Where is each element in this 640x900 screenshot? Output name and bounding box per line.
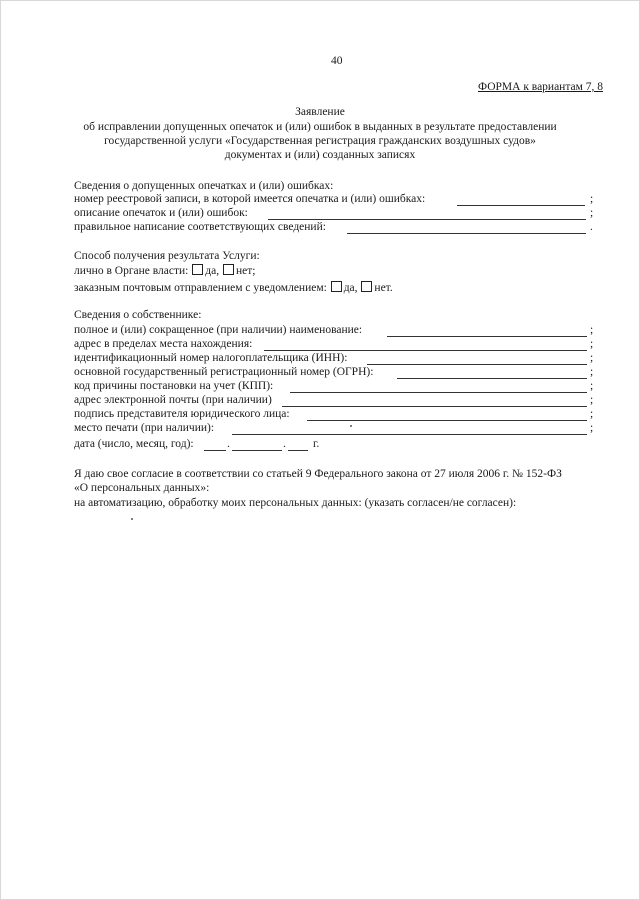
input-date-month[interactable] <box>232 450 282 451</box>
consent-line-2: «О персональных данных»: <box>74 482 210 494</box>
scan-speck <box>350 425 352 427</box>
input-representative-signature[interactable] <box>307 420 587 421</box>
input-email[interactable] <box>282 406 587 407</box>
receipt-by-mail-row <box>74 281 393 295</box>
receipt-by-mail-label: заказным почтовым отправлением с уведомлением: <box>74 282 327 294</box>
field-end-correct-spelling: . <box>590 221 593 233</box>
in-person-no-label: нет; <box>235 265 256 277</box>
field-end-owner-name: ; <box>590 324 594 336</box>
checkbox-by-mail-yes[interactable] <box>331 281 342 292</box>
input-correct-spelling[interactable] <box>347 233 586 234</box>
input-ogrn[interactable] <box>397 378 587 379</box>
in-person-yes-label: да, <box>205 265 220 277</box>
field-end-kpp: ; <box>590 380 594 392</box>
title-line-1: об исправлении допущенных опечаток и (или) ошибок в выданных в результате предоставлении <box>83 121 557 133</box>
checkbox-in-person-no[interactable] <box>223 264 234 275</box>
field-end-record-number: ; <box>590 193 594 205</box>
page-number: 40 <box>331 55 343 67</box>
consent-line-1: Я даю свое согласие в соответствии со статьей 9 Федерального закона от 27 июля 2006 г. № 152-ФЗ <box>74 468 562 480</box>
field-label-date: дата (число, месяц, год): <box>74 438 194 450</box>
consent-line-3: на автоматизацию, обработку моих персональных данных: (указать согласен/не согласен): <box>74 497 517 509</box>
by-mail-yes-label: да, <box>343 282 358 294</box>
input-inn[interactable] <box>367 364 587 365</box>
field-end-owner-address: ; <box>590 338 594 350</box>
field-label-seal-place: место печати (при наличии): <box>74 422 215 434</box>
by-mail-no-label: нет. <box>374 282 393 294</box>
field-label-kpp: код причины постановки на учет (КПП): <box>74 380 274 392</box>
field-label-representative-signature: подпись представителя юридического лица: <box>74 408 290 420</box>
field-end-ogrn: ; <box>590 366 594 378</box>
receipt-in-person-row <box>74 264 255 278</box>
input-owner-name[interactable] <box>387 336 587 337</box>
input-date-day[interactable] <box>204 450 226 451</box>
receipt-section-heading: Способ получения результата Услуги: <box>74 250 260 262</box>
date-separator-2: . <box>283 438 286 450</box>
document-title: Заявление <box>295 106 345 118</box>
field-label-email: адрес электронной почты (при наличии) <box>74 394 272 406</box>
date-year-suffix: г. <box>313 438 320 450</box>
field-end-inn: ; <box>590 352 594 364</box>
errors-section-heading: Сведения о допущенных опечатках и (или) ошибках: <box>74 180 334 192</box>
owner-section-heading: Сведения о собственнике: <box>74 309 202 321</box>
date-separator-1: . <box>227 438 230 450</box>
field-label-inn: идентификационный номер налогоплательщика (ИНН): <box>74 352 348 364</box>
input-record-number[interactable] <box>457 205 585 206</box>
receipt-in-person-label: лично в Органе власти: <box>74 265 189 277</box>
checkbox-by-mail-no[interactable] <box>361 281 372 292</box>
field-label-error-description: описание опечаток и (или) ошибок: <box>74 207 248 219</box>
field-end-representative-signature: ; <box>590 408 594 420</box>
field-end-error-description: ; <box>590 207 594 219</box>
title-line-2: государственной услуги «Государственная регистрация гражданских воздушных судов» <box>104 135 536 147</box>
field-label-correct-spelling: правильное написание соответствующих сведений: <box>74 221 326 233</box>
checkbox-in-person-yes[interactable] <box>192 264 203 275</box>
field-label-record-number: номер реестровой записи, в которой имеется опечатка и (или) ошибках: <box>74 193 426 205</box>
title-line-3: документах и (или) созданных записях <box>224 149 416 161</box>
field-label-owner-name: полное и (или) сокращенное (при наличии) наименование: <box>74 324 363 336</box>
field-label-owner-address: адрес в пределах места нахождения: <box>74 338 253 350</box>
field-label-ogrn: основной государственный регистрационный номер (ОГРН): <box>74 366 374 378</box>
input-date-year[interactable] <box>288 450 308 451</box>
input-kpp[interactable] <box>290 392 587 393</box>
field-end-email: ; <box>590 394 594 406</box>
form-label: ФОРМА к вариантам 7, 8 <box>478 81 604 93</box>
scan-speck <box>131 518 133 520</box>
input-seal-place[interactable] <box>232 434 587 435</box>
field-end-seal-place: ; <box>590 422 594 434</box>
